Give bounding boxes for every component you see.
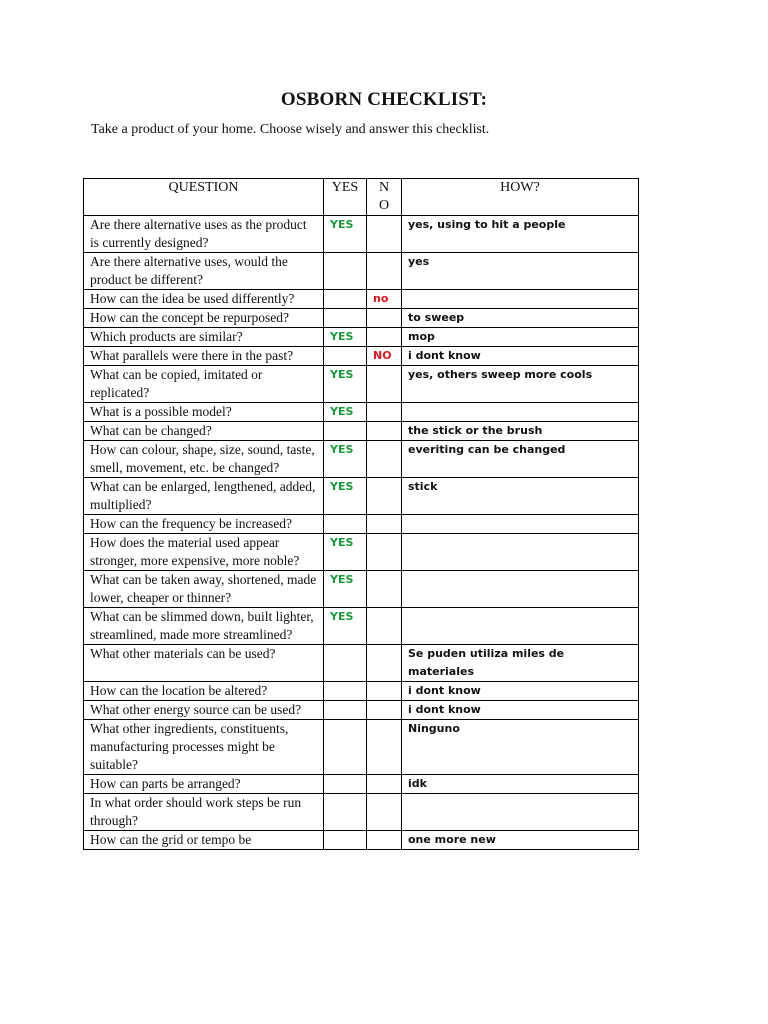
no-cell [367, 478, 402, 515]
table-body [84, 216, 639, 850]
yes-cell [324, 253, 367, 290]
how-cell: i dont know [402, 701, 639, 720]
table-row [84, 831, 639, 850]
how-cell: yes, using to hit a people [402, 216, 639, 253]
no-cell [367, 216, 402, 253]
table-row [84, 534, 639, 571]
no-cell: NO [367, 347, 402, 366]
intro-text: Take a product of your home. Choose wisely and answer this checklist. [91, 122, 490, 137]
header-no-line2: O [378, 198, 390, 213]
yes-cell [324, 290, 367, 309]
yes-cell [324, 347, 367, 366]
header-no [367, 179, 402, 216]
how-cell [402, 290, 639, 309]
question-cell: Are there alternative uses, would the product be different? [84, 253, 324, 290]
table-row [84, 608, 639, 645]
yes-cell [324, 422, 367, 441]
no-cell [367, 366, 402, 403]
yes-cell [324, 831, 367, 850]
yes-cell: YES [324, 571, 367, 608]
no-cell [367, 831, 402, 850]
how-cell: Ninguno [402, 720, 639, 775]
question-cell: How can the location be altered? [84, 682, 324, 701]
yes-cell: YES [324, 403, 367, 422]
yes-cell: YES [324, 328, 367, 347]
how-cell [402, 794, 639, 831]
how-cell: one more new [402, 831, 639, 850]
how-cell: yes [402, 253, 639, 290]
no-cell [367, 309, 402, 328]
question-cell: What can be copied, imitated or replicated? [84, 366, 324, 403]
how-cell: everiting can be changed [402, 441, 639, 478]
yes-cell [324, 515, 367, 534]
no-cell [367, 253, 402, 290]
no-cell [367, 422, 402, 441]
yes-cell [324, 645, 367, 682]
table-row [84, 328, 639, 347]
question-cell: What other ingredients, constituents, manufacturing processes might be suitable? [84, 720, 324, 775]
question-cell: What can be enlarged, lengthened, added, multiplied? [84, 478, 324, 515]
question-cell: Which products are similar? [84, 328, 324, 347]
question-cell: What other materials can be used? [84, 645, 324, 682]
no-cell [367, 441, 402, 478]
question-cell: How can colour, shape, size, sound, taste, smell, movement, etc. be changed? [84, 441, 324, 478]
how-cell: the stick or the brush [402, 422, 639, 441]
yes-cell [324, 720, 367, 775]
table-row [84, 645, 639, 682]
yes-cell [324, 682, 367, 701]
how-cell: i dont know [402, 682, 639, 701]
no-cell: no [367, 290, 402, 309]
table-row [84, 441, 639, 478]
how-cell: yes, others sweep more cools [402, 366, 639, 403]
table-row [84, 775, 639, 794]
no-cell [367, 608, 402, 645]
no-cell [367, 794, 402, 831]
how-cell: i dont know [402, 347, 639, 366]
table-row [84, 422, 639, 441]
header-question: QUESTION [84, 179, 324, 216]
yes-cell [324, 775, 367, 794]
yes-cell [324, 701, 367, 720]
osborn-checklist-table [83, 178, 639, 850]
yes-cell: YES [324, 478, 367, 515]
table-row [84, 403, 639, 422]
table-header-row [84, 179, 639, 216]
question-cell: How can the concept be repurposed? [84, 309, 324, 328]
header-no-line1: N [378, 180, 390, 195]
table-row [84, 478, 639, 515]
table-row [84, 309, 639, 328]
no-cell [367, 571, 402, 608]
yes-cell: YES [324, 441, 367, 478]
yes-cell [324, 309, 367, 328]
no-cell [367, 534, 402, 571]
how-cell: mop [402, 328, 639, 347]
table-row [84, 366, 639, 403]
how-cell [402, 534, 639, 571]
how-cell [402, 571, 639, 608]
no-cell [367, 775, 402, 794]
table-row [84, 347, 639, 366]
yes-cell: YES [324, 216, 367, 253]
table-row [84, 290, 639, 309]
no-cell [367, 515, 402, 534]
question-cell: How can the grid or tempo be [84, 831, 324, 850]
table-row [84, 253, 639, 290]
page-title: OSBORN CHECKLIST: [280, 89, 488, 110]
question-cell: In what order should work steps be run through? [84, 794, 324, 831]
question-cell: What can be taken away, shortened, made lower, cheaper or thinner? [84, 571, 324, 608]
how-cell: idk [402, 775, 639, 794]
question-cell: What can be slimmed down, built lighter, streamlined, made more streamlined? [84, 608, 324, 645]
no-cell [367, 645, 402, 682]
no-cell [367, 403, 402, 422]
question-cell: What is a possible model? [84, 403, 324, 422]
table-row [84, 216, 639, 253]
yes-cell: YES [324, 534, 367, 571]
no-cell [367, 701, 402, 720]
yes-cell [324, 794, 367, 831]
table-row [84, 682, 639, 701]
how-cell: to sweep [402, 309, 639, 328]
table-row [84, 515, 639, 534]
how-cell: stick [402, 478, 639, 515]
header-yes: YES [324, 179, 367, 216]
question-cell: What can be changed? [84, 422, 324, 441]
table-row [84, 571, 639, 608]
header-how: HOW? [402, 179, 639, 216]
no-cell [367, 720, 402, 775]
table-row [84, 794, 639, 831]
question-cell: Are there alternative uses as the product is currently designed? [84, 216, 324, 253]
question-cell: How does the material used appear stronger, more expensive, more noble? [84, 534, 324, 571]
no-cell [367, 328, 402, 347]
question-cell: How can the frequency be increased? [84, 515, 324, 534]
yes-cell: YES [324, 608, 367, 645]
how-cell: Se puden utiliza miles de materiales [402, 645, 639, 682]
table-row [84, 720, 639, 775]
question-cell: How can the idea be used differently? [84, 290, 324, 309]
yes-cell: YES [324, 366, 367, 403]
question-cell: What parallels were there in the past? [84, 347, 324, 366]
how-cell [402, 608, 639, 645]
table-row [84, 701, 639, 720]
how-cell [402, 403, 639, 422]
how-cell [402, 515, 639, 534]
no-cell [367, 682, 402, 701]
question-cell: What other energy source can be used? [84, 701, 324, 720]
question-cell: How can parts be arranged? [84, 775, 324, 794]
